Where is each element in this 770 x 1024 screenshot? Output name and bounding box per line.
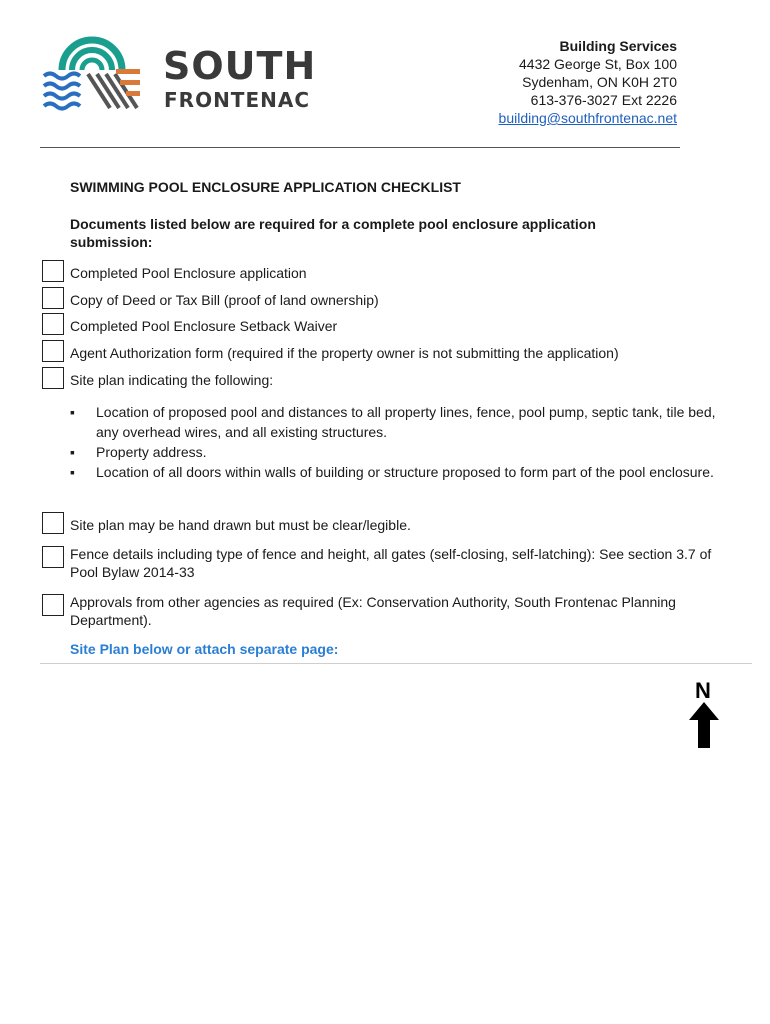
bullet-text: Property address. — [96, 444, 207, 460]
checklist-item-deed: Copy of Deed or Tax Bill (proof of land ownership) — [70, 292, 379, 308]
address-line-1: 4432 George St, Box 100 — [519, 56, 677, 72]
checkbox-agent-authorization[interactable] — [42, 340, 64, 362]
checkbox-hand-drawn[interactable] — [42, 512, 64, 534]
checklist-item-site-plan: Site plan indicating the following: — [70, 372, 274, 388]
bullet-icon: ▪ — [70, 464, 75, 480]
south-frontenac-logo — [40, 30, 330, 115]
checkbox-approvals[interactable] — [42, 594, 64, 616]
address-line-2: Sydenham, ON K0H 2T0 — [522, 74, 677, 90]
bullet-icon: ▪ — [70, 404, 75, 420]
north-letter: N — [695, 678, 711, 703]
list-item — [70, 462, 730, 482]
site-plan-divider — [40, 663, 752, 664]
email-link[interactable]: building@southfrontenac.net — [498, 110, 677, 126]
department-name: Building Services — [559, 38, 677, 54]
north-arrow-icon — [688, 702, 720, 748]
bullet-text: Location of proposed pool and distances to all property lines, fence, pool pump, septic tank, tile bed, any overhead wires, and all existing structures. — [96, 404, 716, 440]
phone-number: 613-376-3027 Ext 2226 — [530, 92, 677, 108]
bullet-text: Location of all doors within walls of building or structure proposed to form part of the pool enclosure. — [96, 464, 714, 480]
checkbox-deed[interactable] — [42, 287, 64, 309]
bullet-icon: ▪ — [70, 444, 75, 460]
logo-word-frontenac: FRONTENAC — [164, 88, 311, 112]
header-divider — [40, 147, 680, 148]
checkbox-application[interactable] — [42, 260, 64, 282]
checkbox-setback-waiver[interactable] — [42, 313, 64, 335]
page-title: SWIMMING POOL ENCLOSURE APPLICATION CHECKLIST — [70, 179, 461, 195]
checklist-item-application: Completed Pool Enclosure application — [70, 265, 307, 281]
checklist-item-approvals: Approvals from other agencies as required (Ex: Conservation Authority, South Frontenac Planning Department). — [70, 594, 676, 628]
contact-block — [499, 37, 677, 127]
checklist-item-hand-drawn: Site plan may be hand drawn but must be clear/legible. — [70, 517, 411, 533]
list-item — [70, 402, 730, 442]
checklist-item-setback-waiver: Completed Pool Enclosure Setback Waiver — [70, 318, 338, 334]
north-arrow — [688, 678, 720, 750]
logo-mark-icon — [40, 30, 150, 115]
checkbox-fence-details[interactable] — [42, 546, 64, 568]
logo-word-south: SOUTH — [163, 44, 317, 88]
checklist-item-agent-authorization: Agent Authorization form (required if the property owner is not submitting the application) — [70, 345, 619, 361]
checklist-item-fence-details: Fence details including type of fence and height, all gates (self-closing, self-latching): See section 3.7 of Pool Bylaw 2014-33 — [70, 546, 712, 580]
intro-text: Documents listed below are required for a complete pool enclosure application submission: — [70, 216, 596, 250]
list-item — [70, 442, 730, 462]
site-plan-requirements — [70, 402, 730, 482]
checkbox-site-plan[interactable] — [42, 367, 64, 389]
site-plan-heading: Site Plan below or attach separate page: — [70, 641, 339, 657]
